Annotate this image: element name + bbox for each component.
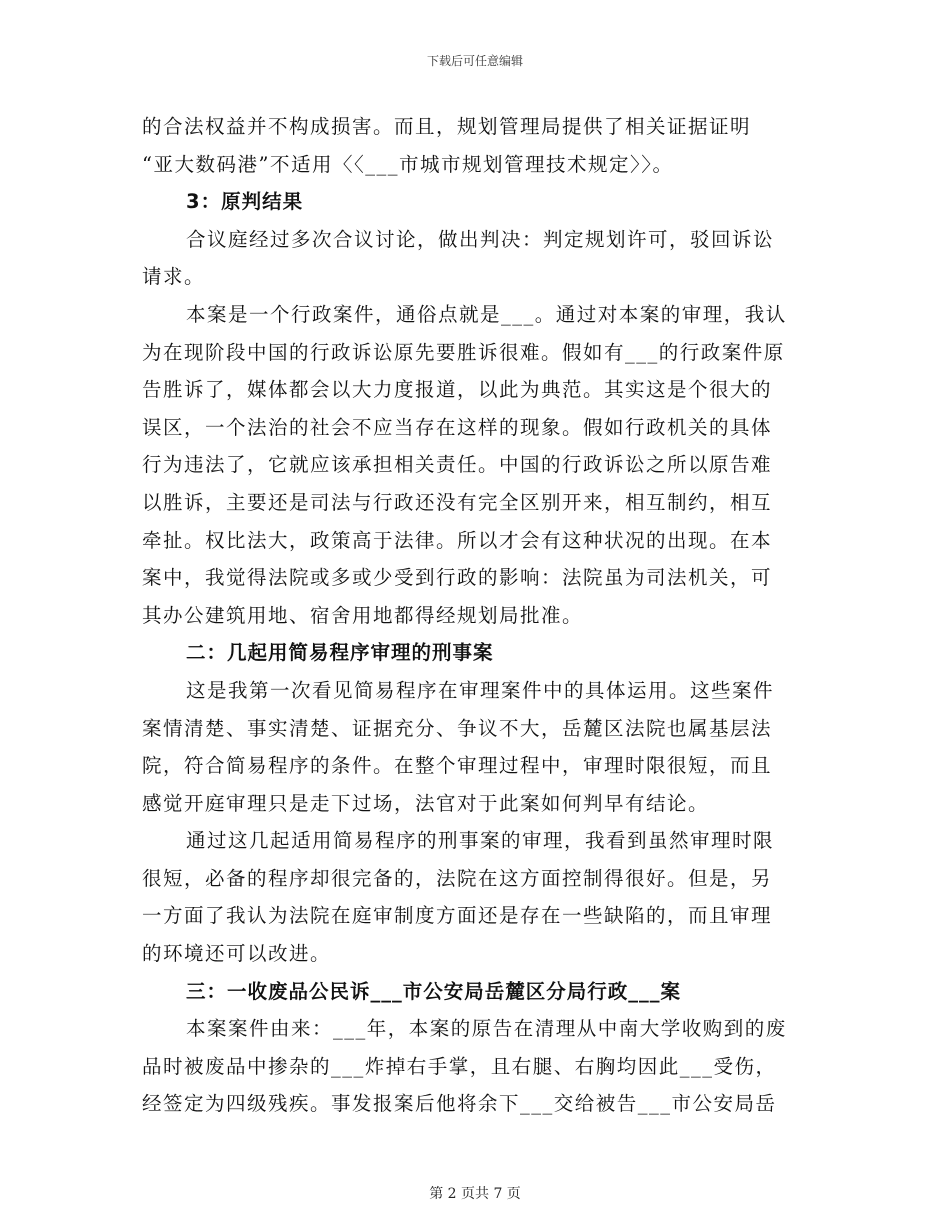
body-text-line: 品时被废品中掺杂的___炸掉右手掌，且右腿、右胸均因此___受伤， xyxy=(142,1054,777,1078)
body-text-line: 一方面了我认为法院在庭审制度方面还是存在一些缺陷的，而且审理 xyxy=(142,904,773,928)
document-body xyxy=(142,108,810,1123)
body-text-line: 感觉开庭审理只是走下过场，法官对于此案如何判早有结论。 xyxy=(142,791,710,815)
body-text-line: 的环境还可以改进。 xyxy=(142,942,332,966)
body-text-line: 案情清楚、事实清楚、证据充分、争议不大，岳麓区法院也属基层法 xyxy=(142,716,773,740)
paragraph-first-line: 这是我第一次看见简易程序在审理案件中的具体运用。这些案件 xyxy=(186,678,775,702)
body-text-line: 误区，一个法治的社会不应当存在这样的现象。假如行政机关的具体 xyxy=(142,415,773,439)
body-text-line: 牵扯。权比法大，政策高于法律。所以才会有这种状况的出现。在本 xyxy=(142,528,773,552)
page-number: 第 2 页共 7 页 xyxy=(429,1186,521,1202)
body-text-line: 案中，我觉得法院或多或少受到行政的影响：法院虽为司法机关，可 xyxy=(142,566,773,590)
page-header-note: 下载后可任意编辑 xyxy=(426,54,523,68)
paragraph-first-line: 本案是一个行政案件，通俗点就是___。通过对本案的审理，我认 xyxy=(186,302,787,326)
section-heading: 3：原判结果 xyxy=(186,190,304,214)
paragraph-first-line: 通过这几起适用简易程序的刑事案的审理，我看到虽然审理时限 xyxy=(186,829,775,853)
body-text-line: 其办公建筑用地、宿舍用地都得经规划局批准。 xyxy=(142,603,584,627)
body-text-line: 请求。 xyxy=(142,265,206,289)
body-text-line: 以胜诉，主要还是司法与行政还没有完全区别开来，相互制约，相互 xyxy=(142,490,773,514)
body-text-line: 经签定为四级残疾。事发报案后他将余下___交给被告___市公安局岳 xyxy=(142,1092,777,1116)
body-text-line: 院，符合简易程序的条件。在整个审理过程中，审理时限很短，而且 xyxy=(142,754,773,778)
body-text-line: 为在现阶段中国的行政诉讼原先要胜诉很难。假如有___的行政案件原 xyxy=(142,340,785,364)
section-heading: 二：几起用简易程序审理的刑事案 xyxy=(186,641,494,665)
paragraph-first-line: 本案案件由来：___年，本案的原告在清理从中南大学收购到的废 xyxy=(186,1017,787,1041)
body-text-line: “亚大数码港”不适用〈〈___市城市规划管理技术规定〉〉。 xyxy=(142,152,674,176)
paragraph-first-line: 合议庭经过多次合议讨论，做出判决：判定规划许可，驳回诉讼 xyxy=(186,227,775,251)
body-text-line: 很短，必备的程序却很完备的，法院在这方面控制得很好。但是，另 xyxy=(142,866,773,890)
body-text-line: 行为违法了，它就应该承担相关责任。中国的行政诉讼之所以原告难 xyxy=(142,453,773,477)
section-heading: 三：一收废品公民诉___市公安局岳麓区分局行政___案 xyxy=(186,979,682,1003)
body-text-line: 告胜诉了，媒体都会以大力度报道，以此为典范。其实这是个很大的 xyxy=(142,378,773,402)
body-text-line: 的合法权益并不构成损害。而且，规划管理局提供了相关证据证明 xyxy=(142,115,752,138)
